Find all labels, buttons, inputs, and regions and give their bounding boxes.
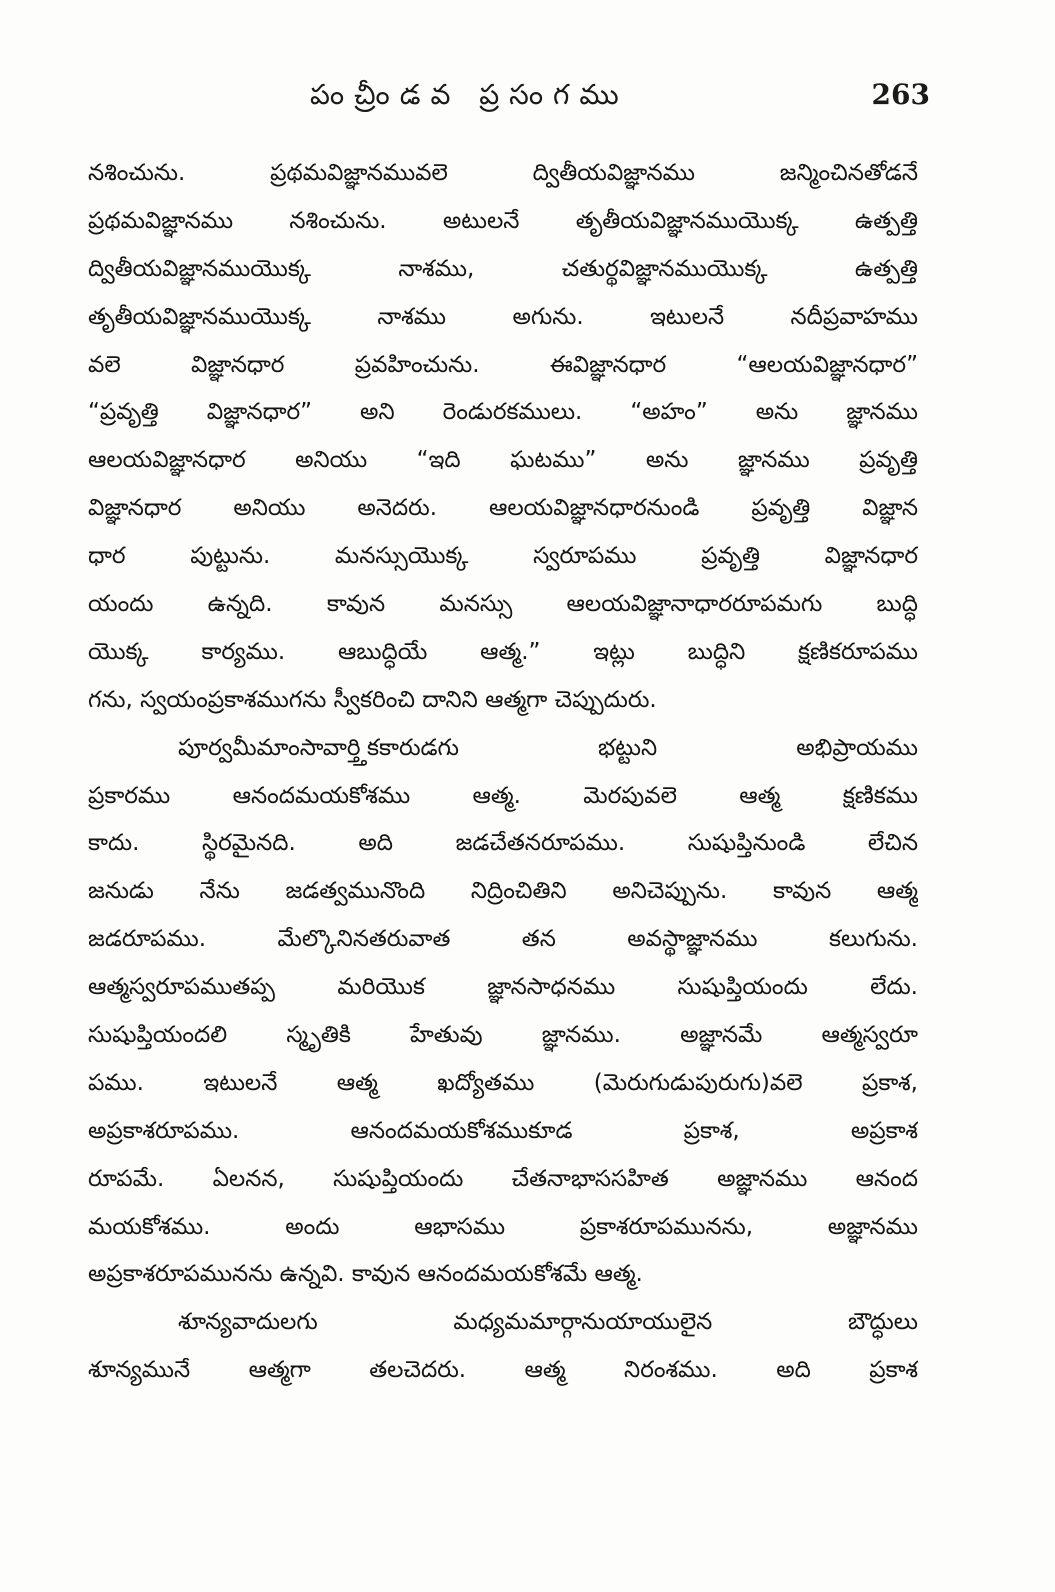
text-line: అప్రకాశరూపము. ఆనందమయకోశముకూడ ప్రకాశ, అప్రకాశ — [88, 1117, 918, 1144]
text-line: ప్రకారము ఆనందమయకోశము ఆత్మ. మెరపువలె ఆత్మ క్షణికము — [88, 782, 918, 809]
page-number: 263 — [871, 78, 930, 111]
text-line: జనుడు నేను జడత్వమునొంది నిద్రించితిని అనిచెప్పును. కావున ఆత్మ — [88, 878, 918, 905]
text-line: యందు ఉన్నది. కావున మనస్సు ఆలయవిజ్ఞానాధారరూపమగు బుద్ధి — [88, 591, 918, 618]
text-line: పము. ఇటులనే ఆత్మ ఖద్యోతము (మెరుగుడుపురుగు)వలె ప్రకాశ, — [88, 1069, 918, 1096]
text-line: ధార పుట్టును. మనస్సుయొక్క స్వరూపము ప్రవృత్తి విజ్ఞానధార — [88, 543, 918, 570]
text-line: రూపమే. ఏలనన, సుషుప్తియందు చేతనాభాససహిత అజ్ఞానము ఆనంద — [88, 1165, 918, 1192]
page-header — [90, 78, 930, 122]
text-line: కాదు. స్థిరమైనది. అది జడచేతనరూపము. సుషుప్తినుండి లేచిన — [88, 830, 918, 857]
text-line: “ప్రవృత్తి విజ్ఞానధార” అని రెండురకములు. “అహం” అను జ్ఞానము — [88, 399, 918, 426]
text-line: ద్వితీయవిజ్ఞానముయొక్క నాశము, చతుర్థవిజ్ఞానముయొక్క ఉత్పత్తి — [88, 255, 918, 282]
text-line: పూర్వమీమాంసావార్త్తికకారుడగు భట్టుని అభిప్రాయము — [178, 734, 918, 761]
text-line: సుషుప్తియందలి స్మృతికి హేతువు జ్ఞానము. అజ్ఞానమే ఆత్మస్వరూ — [88, 1022, 918, 1049]
body-text — [88, 150, 918, 1395]
text-line: ప్రథమవిజ్ఞానము నశించును. అటులనే తృతీయవిజ్ఞానముయొక్క ఉత్పత్తి — [88, 207, 918, 234]
text-line: వలె విజ్ఞానధార ప్రవహించును. ఈవిజ్ఞానధార “ఆలయవిజ్ఞానధార” — [88, 351, 918, 378]
running-title: పంచ్రీండవ ప్రసంగము — [310, 78, 629, 111]
text-line: ఆత్మస్వరూపముతప్ప మరియొక జ్ఞానసాధనము సుషుప్తియందు లేదు. — [88, 974, 918, 1001]
text-line: గను, స్వయంప్రకాశముగను స్వీకరించి దానిని ఆత్మగా చెప్పుదురు. — [88, 686, 657, 713]
text-line: శూన్యమునే ఆత్మగా తలచెదరు. ఆత్మ నిరంశము. అది ప్రకాశ — [88, 1357, 918, 1384]
text-line: మయకోశము. అందు ఆభాసము ప్రకాశరూపమునను, అజ్ఞానము — [88, 1213, 918, 1240]
text-line: అప్రకాశరూపమునను ఉన్నవి. కావున ఆనందమయకోశమే ఆత్మ. — [88, 1261, 643, 1288]
text-line: జడరూపము. మేల్కొనినతరువాత తన అవస్థాజ్ఞానము కలుగును. — [88, 926, 918, 953]
text-line: యొక్క కార్యము. ఆబుద్ధియే ఆత్మ.” ఇట్లు బుద్ధిని క్షణికరూపము — [88, 638, 918, 665]
text-line: విజ్ఞానధార అనియు అనెదరు. ఆలయవిజ్ఞానధారనుండి ప్రవృత్తి విజ్ఞాన — [88, 495, 918, 522]
text-line: నశించును. ప్రథమవిజ్ఞానమువలె ద్వితీయవిజ్ఞానము జన్మించినతోడనే — [88, 160, 918, 186]
text-line: శూన్యవాదులగు మధ్యమమార్గానుయాయులైన బౌద్ధులు — [178, 1309, 918, 1336]
text-line: తృతీయవిజ్ఞానముయొక్క నాశము అగును. ఇటులనే నదీప్రవాహము — [88, 303, 918, 330]
text-line: ఆలయవిజ్ఞానధార అనియు “ఇది ఘటము” అను జ్ఞానము ప్రవృత్తి — [88, 447, 918, 474]
